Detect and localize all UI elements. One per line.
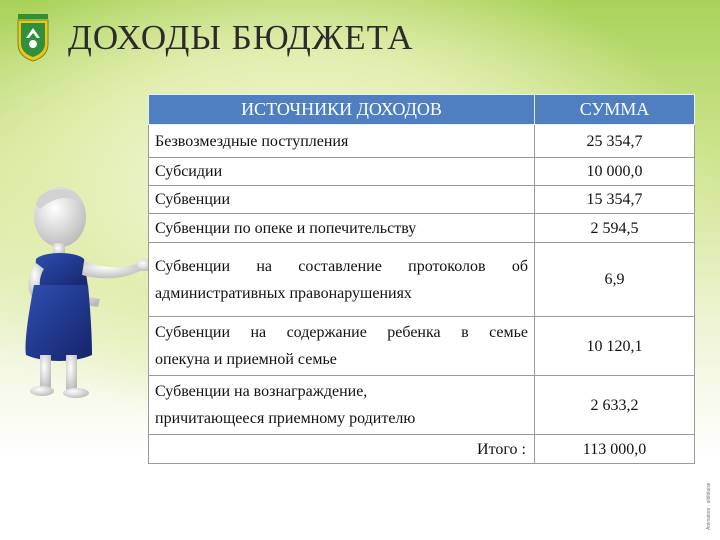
table-row bbox=[149, 243, 695, 317]
income-amount: 25 354,7 bbox=[535, 125, 695, 158]
income-source-line: административных правонарушениях bbox=[155, 284, 412, 302]
column-header-amount: СУММА bbox=[535, 95, 695, 125]
income-amount: 2 633,2 bbox=[535, 376, 695, 435]
table-row bbox=[149, 214, 695, 243]
coat-of-arms-icon bbox=[16, 14, 50, 62]
income-source-line: опекуна и приемной семье bbox=[155, 351, 337, 368]
income-source: Субвенции bbox=[149, 186, 535, 214]
table-header-row bbox=[149, 95, 695, 125]
total-amount: 113 000,0 bbox=[535, 435, 695, 464]
income-amount: 15 354,7 bbox=[535, 186, 695, 214]
table-row bbox=[149, 186, 695, 214]
income-source: Субвенции по опеке и попечительству bbox=[149, 214, 535, 243]
income-amount: 10 000,0 bbox=[535, 158, 695, 186]
income-source-line: Субвенции на составление протоколов об bbox=[155, 257, 528, 275]
page-title: ДОХОДЫ БЮДЖЕТА bbox=[68, 18, 414, 57]
income-source bbox=[149, 376, 535, 435]
income-amount: 2 594,5 bbox=[535, 214, 695, 243]
income-amount: 6,9 bbox=[535, 243, 695, 317]
income-source-line: Субвенции на содержание ребенка в семье bbox=[155, 324, 528, 341]
budget-table bbox=[148, 94, 695, 464]
table-row bbox=[149, 125, 695, 158]
animation-credit: Animation · aldiblaise bbox=[706, 482, 712, 530]
table-row bbox=[149, 317, 695, 376]
income-source-line: причитающееся приемному родителю bbox=[155, 410, 416, 427]
income-amount: 10 120,1 bbox=[535, 317, 695, 376]
column-header-source: ИСТОЧНИКИ ДОХОДОВ bbox=[149, 95, 535, 125]
table-row bbox=[149, 376, 695, 435]
income-source: Безвозмездные поступления bbox=[149, 125, 535, 158]
total-label: Итого : bbox=[149, 435, 535, 464]
income-source: Субсидии bbox=[149, 158, 535, 186]
income-source bbox=[149, 243, 535, 317]
income-source bbox=[149, 317, 535, 376]
table-row bbox=[149, 158, 695, 186]
table-total-row bbox=[149, 435, 695, 464]
presenter-figure bbox=[18, 175, 168, 405]
income-source-line: Субвенции на вознаграждение, bbox=[155, 383, 368, 400]
